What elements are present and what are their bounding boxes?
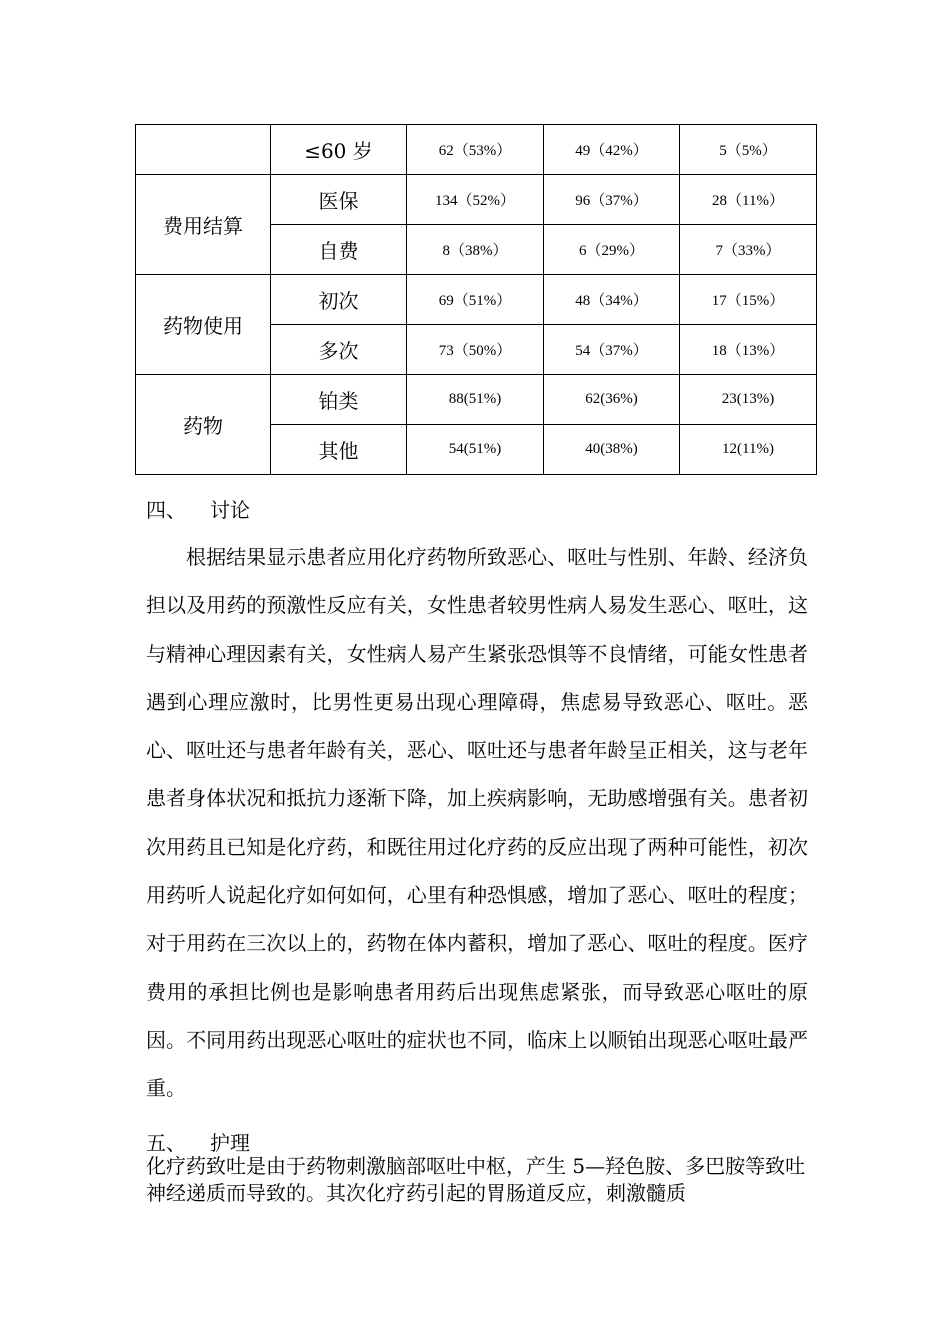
subgroup-cell: ≤60 岁	[271, 125, 407, 175]
subgroup-cell: 其他	[271, 425, 407, 475]
value-cell: 18（13%）	[680, 325, 817, 375]
section-number: 五、	[146, 1131, 186, 1155]
table-row	[136, 275, 817, 325]
section-heading-discussion	[146, 494, 250, 523]
value-cell: 5（5%）	[680, 125, 817, 175]
value-cell: 17（15%）	[680, 275, 817, 325]
table-row	[136, 175, 817, 225]
value-cell: 69（51%）	[407, 275, 544, 325]
section-heading-nursing	[146, 1127, 250, 1156]
subgroup-cell: 多次	[271, 325, 407, 375]
section-title: 讨论	[210, 498, 250, 522]
value-cell: 8（38%）	[407, 225, 544, 275]
statistics-table	[135, 124, 817, 475]
value-cell: 7（33%）	[680, 225, 817, 275]
value-cell: 54(51%)	[407, 425, 544, 475]
section-title: 护理	[210, 1131, 250, 1155]
subgroup-cell: 自费	[271, 225, 407, 275]
table-row	[136, 125, 817, 175]
table-row	[136, 375, 817, 425]
value-cell: 62(36%)	[544, 375, 680, 425]
group-cell: 药物使用	[136, 275, 271, 375]
value-cell: 134（52%）	[407, 175, 544, 225]
group-cell	[136, 125, 271, 175]
subgroup-cell: 初次	[271, 275, 407, 325]
group-cell: 药物	[136, 375, 271, 475]
value-cell: 23(13%)	[680, 375, 817, 425]
value-cell: 96（37%）	[544, 175, 680, 225]
discussion-paragraph: 根据结果显示患者应用化疗药物所致恶心、呕吐与性别、年龄、经济负担以及用药的预激性反应有关，女性患者较男性病人易发生恶心、呕吐，这与精神心理因素有关，女性病人易产生紧张恐惧等不良情绪，可能女性患者遇到心理应激时，比男性更易出现心理障碍，焦虑易导致恶心、呕吐。恶心、呕吐还与患者年龄有关，恶心、呕吐还与患者年龄呈正相关，这与老年患者身体状况和抵抗力逐渐下降，加上疾病影响，无助感增强有关。患者初次用药且已知是化疗药，和既往用过化疗药的反应出现了两种可能性，初次用药听人说起化疗如何如何，心里有种恐惧感，增加了恶心、呕吐的程度；对于用药在三次以上的，药物在体内蓄积，增加了恶心、呕吐的程度。医疗费用的承担比例也是影响患者用药后出现焦虑紧张，而导致恶心呕吐的原因。不同用药出现恶心呕吐的症状也不同，临床上以顺铂出现恶心呕吐最严重。	[146, 545, 808, 1101]
value-cell: 6（29%）	[544, 225, 680, 275]
value-cell: 48（34%）	[544, 275, 680, 325]
value-cell: 88(51%)	[407, 375, 544, 425]
nursing-paragraph: 化疗药致吐是由于药物刺激脑部呕吐中枢，产生 5—羟色胺、多巴胺等致吐神经递质而导致的。其次化疗药引起的胃肠道反应，刺激髓质	[146, 1154, 806, 1205]
value-cell: 28（11%）	[680, 175, 817, 225]
value-cell: 40(38%)	[544, 425, 680, 475]
value-cell: 54（37%）	[544, 325, 680, 375]
subgroup-cell: 医保	[271, 175, 407, 225]
section-number: 四、	[146, 498, 186, 522]
value-cell: 62（53%）	[407, 125, 544, 175]
value-cell: 12(11%)	[680, 425, 817, 475]
subgroup-cell: 铂类	[271, 375, 407, 425]
value-cell: 73（50%）	[407, 325, 544, 375]
value-cell: 49（42%）	[544, 125, 680, 175]
group-cell: 费用结算	[136, 175, 271, 275]
